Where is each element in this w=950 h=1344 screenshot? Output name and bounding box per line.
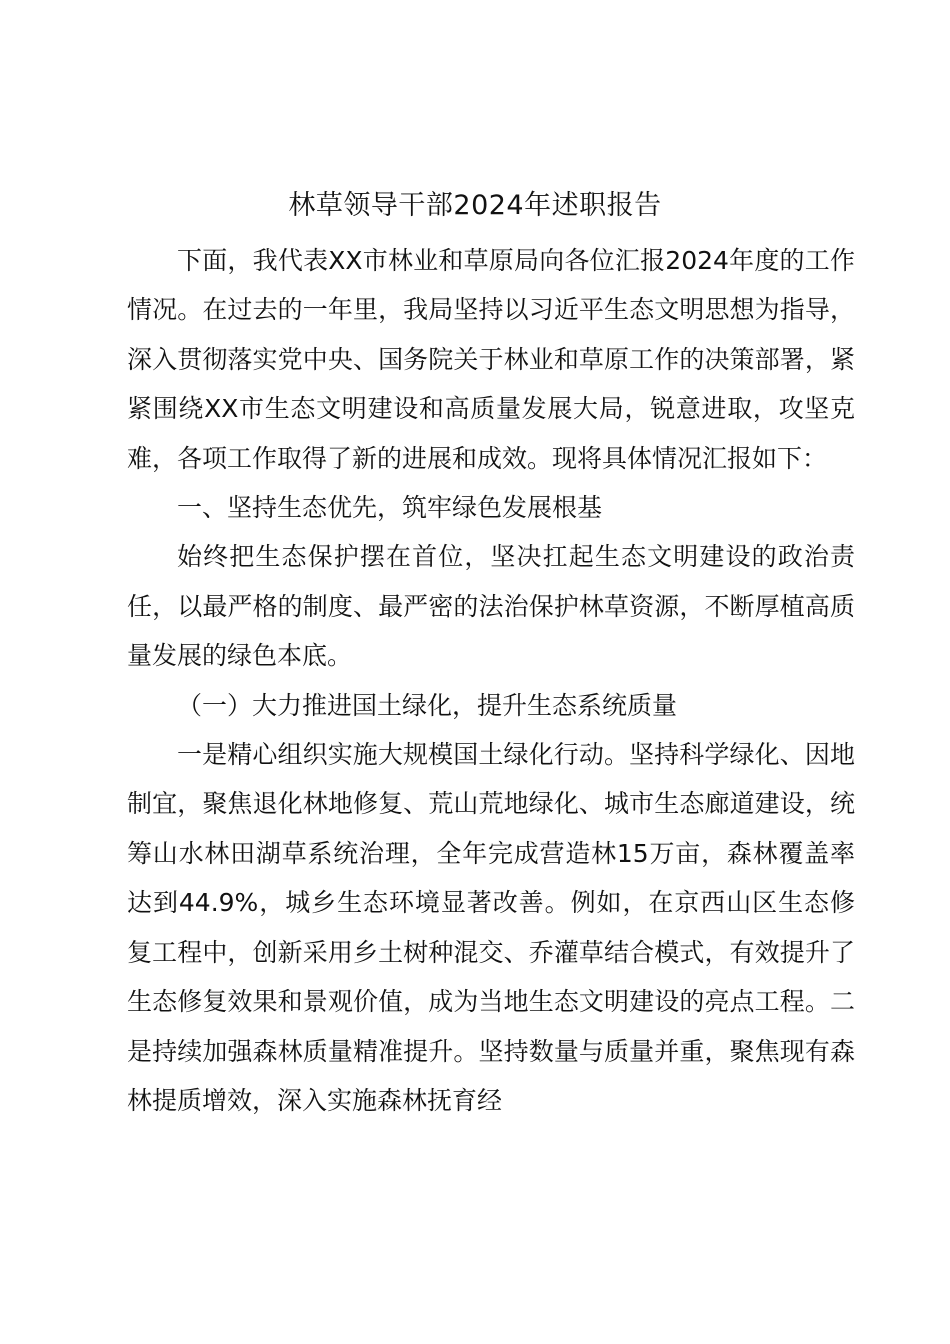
document-title: 林草领导干部2024年述职报告 — [288, 190, 662, 221]
document-body — [127, 236, 855, 1125]
section-paragraph: 始终把生态保护摆在首位，坚决扛起生态文明建设的政治责任，以最严格的制度、最严密的法治保护林草资源，不断厚植高质量发展的绿色本底。 — [127, 542, 855, 671]
subsection-paragraph: 一是精心组织实施大规模国土绿化行动。坚持科学绿化、因地制宜，聚焦退化林地修复、荒山荒地绿化、城市生态廊道建设，统筹山水林田湖草系统治理，全年完成营造林15万亩，森林覆盖率达到44.9%，城乡生态环境显著改善。例如，在京西山区生态修复工程中，创新采用乡土树种混交、乔灌草结合模式，有效提升了生态修复效果和景观价值，成为当地生态文明建设的亮点工程。二是持续加强森林质量精准提升。坚持数量与质量并重，聚焦现有森林提质增效，深入实施森林抚育经 — [127, 740, 855, 1115]
subsection-heading: （一）大力推进国土绿化，提升生态系统质量 — [177, 690, 678, 720]
section-heading: 一、坚持生态优先，筑牢绿色发展根基 — [177, 493, 603, 523]
intro-paragraph: 下面，我代表XX市林业和草原局向各位汇报2024年度的工作情况。在过去的一年里，我局坚持以习近平生态文明思想为指导，深入贯彻落实党中央、国务院关于林业和草原工作的决策部署，紧紧围绕XX市生态文明建设和高质量发展大局，锐意进取，攻坚克难，各项工作取得了新的进展和成效。现将具体情况汇报如下： — [127, 246, 855, 473]
